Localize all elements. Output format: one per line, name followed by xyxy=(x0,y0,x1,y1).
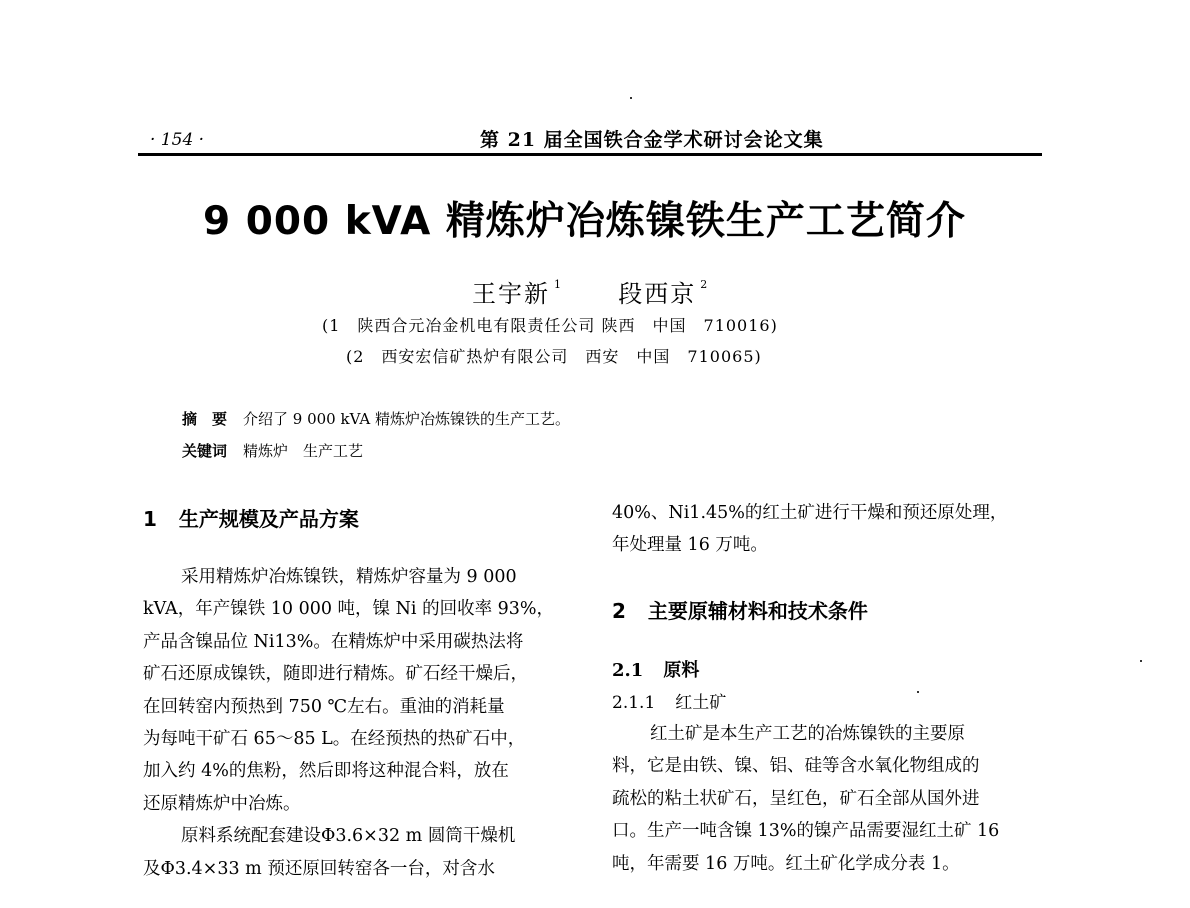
author-affiliation-mark: 1 xyxy=(554,278,563,291)
author-line xyxy=(472,274,709,309)
abstract-text: 介绍了 9 000 kVA 精炼炉冶炼镍铁的生产工艺。 xyxy=(243,410,570,428)
paragraph xyxy=(143,820,575,885)
subsubsection-title: 红土矿 xyxy=(675,693,727,713)
paper-title: 9 000 kVA 精炼炉冶炼镍铁生产工艺简介 xyxy=(203,199,966,244)
text-line: 及Φ3.4×33 m 预还原回转窑各一台，对含水 xyxy=(143,858,495,879)
section-heading xyxy=(612,595,868,624)
text-line: 加入约 4%的焦粉，然后即将这种混合料，放在 xyxy=(143,761,509,782)
paragraph xyxy=(612,497,1042,562)
text-line: 为每吨干矿石 65～85 L。在经预热的热矿石中， xyxy=(143,729,526,750)
author-name: 王宇新 xyxy=(472,280,550,308)
paragraph xyxy=(143,561,575,820)
scan-speck xyxy=(917,691,919,693)
text-line: 40%、Ni1.45%的红土矿进行干燥和预还原处理， xyxy=(612,503,1008,523)
section-title: 主要原辅材料和技术条件 xyxy=(647,599,868,623)
section-heading xyxy=(143,503,359,532)
text-line: kVA，年产镍铁 10 000 吨，镍 Ni 的回收率 93%， xyxy=(143,599,555,620)
abstract xyxy=(182,408,570,429)
affiliation: (2 西安宏信矿热炉有限公司 西安 中国 710065) xyxy=(346,347,762,366)
text-line: 疏松的粘土状矿石，呈红色，矿石全部从国外进 xyxy=(612,788,980,809)
text-line: 红土矿是本生产工艺的冶炼镍铁的主要原 xyxy=(650,724,965,744)
text-line: 料，它是由铁、镍、铝、硅等含水氧化物组成的 xyxy=(612,756,980,777)
text-line: 在回转窑内预热到 750 ℃左右。重油的消耗量 xyxy=(143,696,505,717)
section-number: 2 xyxy=(612,599,626,623)
text-line: 矿石还原成镍铁，随即进行精炼。矿石经干燥后， xyxy=(143,664,528,685)
right-column-body xyxy=(612,718,1042,880)
scan-speck xyxy=(1140,660,1142,662)
running-head: 第 21 届全国铁合金学术研讨会论文集 xyxy=(480,129,824,151)
subsubsection-heading xyxy=(612,688,726,713)
section-title: 生产规模及产品方案 xyxy=(178,507,359,531)
subsection-number: 2.1 xyxy=(612,660,644,681)
text-line: 吨，年需要 16 万吨。红土矿化学成分表 1。 xyxy=(612,853,960,874)
subsubsection-number: 2.1.1 xyxy=(612,693,656,713)
text-line: 采用精炼炉冶炼镍铁，精炼炉容量为 9 000 xyxy=(181,567,517,587)
paragraph xyxy=(612,718,1042,880)
right-column-continuation xyxy=(612,497,1042,562)
text-line: 口。生产一吨含镍 13%的镍产品需要湿红土矿 16 xyxy=(612,821,1000,842)
subsection-title: 原料 xyxy=(663,660,700,681)
scan-speck xyxy=(630,97,632,99)
abstract-label: 摘 要 xyxy=(182,410,228,428)
keywords xyxy=(182,440,363,461)
subsection-heading xyxy=(612,656,699,682)
keywords-label: 关键词 xyxy=(182,442,228,460)
section-number: 1 xyxy=(143,507,157,531)
keywords-text: 精炼炉 生产工艺 xyxy=(243,442,364,460)
text-line: 原料系统配套建设Φ3.6×32 m 圆筒干燥机 xyxy=(181,826,516,847)
header-rule xyxy=(138,153,1042,156)
affiliation: (1 陕西合元冶金机电有限责任公司 陕西 中国 710016) xyxy=(322,316,778,335)
left-column xyxy=(143,561,575,885)
text-line: 还原精炼炉中冶炼。 xyxy=(143,793,301,814)
text-line: 年处理量 16 万吨。 xyxy=(612,535,768,556)
author-affiliation-mark: 2 xyxy=(700,278,710,291)
page-number: · 154 · xyxy=(150,130,205,150)
text-line: 产品含镍品位 Ni13%。在精炼炉中采用碳热法将 xyxy=(143,631,524,652)
author-name: 段西京 xyxy=(618,280,697,308)
